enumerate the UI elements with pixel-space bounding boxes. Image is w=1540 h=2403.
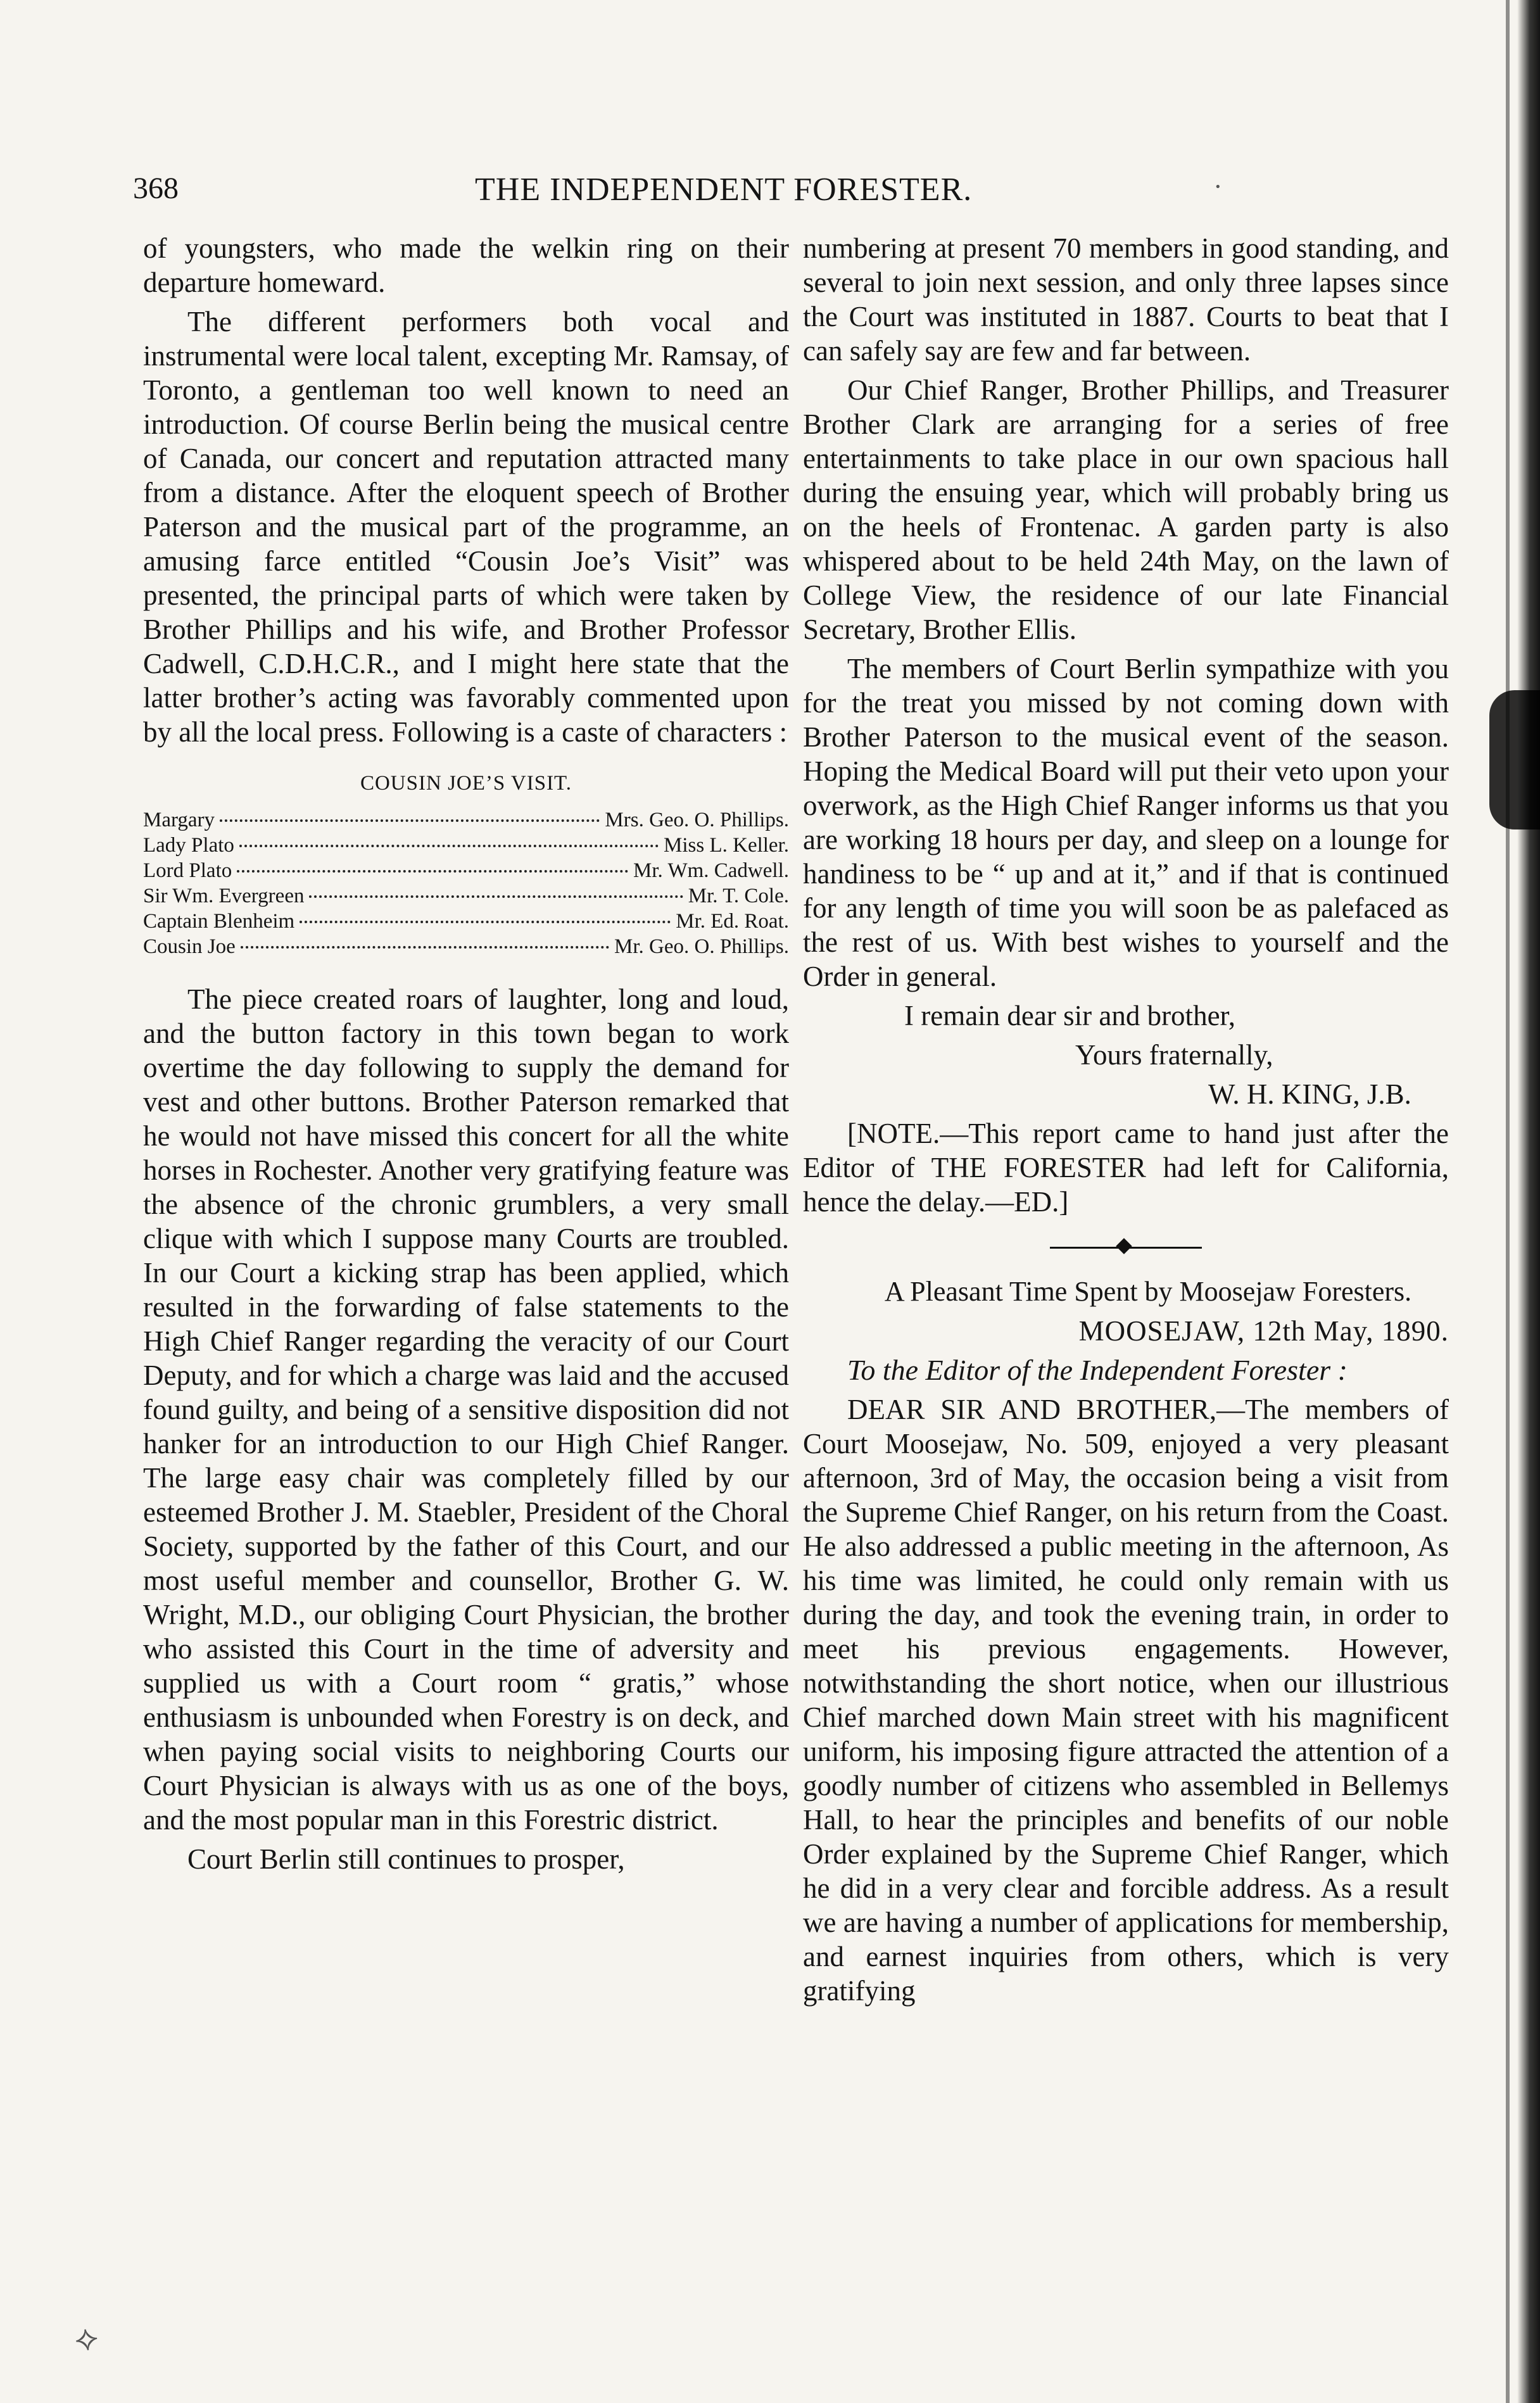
signature-line: W. H. KING, J.B. xyxy=(1208,1078,1411,1110)
salutation: To the Editor of the Independent Forester : xyxy=(847,1354,1348,1386)
cast-row xyxy=(143,833,789,858)
cast-role: Lady Plato xyxy=(143,834,234,857)
left-paragraph-4: Court Berlin still continues to prosper, xyxy=(187,1843,625,1875)
right-column xyxy=(803,231,1449,2013)
separator-diamond xyxy=(1116,1238,1132,1254)
dateline: MOOSEJAW, 12th May, 1890. xyxy=(1078,1315,1449,1347)
left-column xyxy=(143,231,789,1881)
cast-actor: Mr. Ed. Roat. xyxy=(676,910,789,933)
cast-role: Margary xyxy=(143,809,215,831)
closing-line: Yours fraternally, xyxy=(1075,1039,1273,1071)
cast-role: Captain Blenheim xyxy=(143,910,295,933)
section-separator xyxy=(1050,1238,1202,1257)
cast-actor: Mr. T. Cole. xyxy=(688,885,789,907)
cast-row xyxy=(143,883,789,909)
cast-list xyxy=(143,807,789,959)
cast-actor: Mrs. Geo. O. Phillips. xyxy=(605,809,789,831)
letter-paragraph: DEAR SIR AND BROTHER,—The members of Court Moosejaw, No. 509, enjoyed a very pleasant afternoon, 3rd of May, the occasion being a visit from the Supreme Chief Ranger, on his return from the Coast. He also addressed a public meeting in the afternoon, As his time was limited, he could only remain with us during the day, and took the evening train, in order to meet his previous engagements. However, notwithstanding the short notice, when our illustrious Chief marched down Main street with his magnificent uniform, his imposing figure attracted the attention of a goodly number of citizens who assembled in Bellemys Hall, to hear the principles and benefits of our noble Order explained by the Supreme Chief Ranger, which he did in a very clear and forcible address. As a result we are having a number of applications for membership, and earnest inquiries from others, which is very gratifying xyxy=(803,1394,1449,2007)
page-header xyxy=(133,171,1102,215)
cast-leader-dots xyxy=(241,946,609,949)
cast-leader-dots xyxy=(300,921,671,923)
right-paragraph-3: The members of Court Berlin sympathize with you for the treat you missed by not coming down with Brother Paterson to the musical event of the season. Hoping the Medical Board will put their veto upon your overwork, as the High Chief Ranger informs us that you are working 18 hours per day, and sleep on a lounge for handiness to be “ up and at it,” and if that is continued for any length of time you will soon be as palefaced as the rest of us. With best wishes to yourself and the Order in general. xyxy=(803,653,1449,992)
margin-mark: ⟡ xyxy=(72,2316,101,2361)
right-paragraph-2: Our Chief Ranger, Brother Phillips, and Treasurer Brother Clark are arranging for a series of free entertainments to take place in our own spacious hall during the ensuing year, which will probably bring us on the heels of Frontenac. A garden party is also whispered about to be held 24th May, on the lawn of College View, the residence of our late Financial Secretary, Brother Ellis. xyxy=(803,374,1449,645)
editor-note: [NOTE.—This report came to hand just after the Editor of THE FORESTER had left for California, hence the delay.—ED.] xyxy=(803,1118,1449,1218)
cast-leader-dots xyxy=(239,845,659,847)
margin-dot: • xyxy=(1215,180,1221,194)
running-title: THE INDEPENDENT FORESTER. xyxy=(475,172,973,208)
page-edge-line xyxy=(1506,0,1510,2403)
left-paragraph-2: The different performers both vocal and instrumental were local talent, excepting Mr. Ramsay, of Toronto, a gentleman too well known to need an introduction. Of course Berlin being the musical centre of Canada, our concert and reputation attracted many from a distance. After the eloquent speech of Brother Paterson and the musical part of the programme, an amusing farce entitled “Cousin Joe’s Visit” was presented, the principal parts of which were taken by Brother Phillips and his wife, and Brother Professor Cadwell, C.D.H.C.R., and I might here state that the latter brother’s acting was favorably commented upon by all the local press. Following is a caste of characters : xyxy=(143,306,789,748)
cast-role: Sir Wm. Evergreen xyxy=(143,885,305,907)
cast-row xyxy=(143,807,789,833)
cast-leader-dots xyxy=(220,819,600,822)
cast-role: Lord Plato xyxy=(143,859,232,882)
right-paragraph-1: numbering at present 70 members in good standing, and several to join next session, and only three lapses since the Court was instituted in 1887. Courts to beat that I can safely say are few and far between. xyxy=(803,232,1449,367)
cast-leader-dots xyxy=(309,895,683,898)
cast-leader-dots xyxy=(237,870,628,873)
cast-row xyxy=(143,858,789,883)
cast-actor: Mr. Wm. Cadwell. xyxy=(633,859,789,882)
cast-actor: Mr. Geo. O. Phillips. xyxy=(614,935,789,958)
section-title: A Pleasant Time Spent by Moosejaw Foresters. xyxy=(884,1276,1412,1307)
cast-actor: Miss L. Keller. xyxy=(664,834,789,857)
page-number: 368 xyxy=(133,172,179,205)
cast-row xyxy=(143,934,789,959)
page-edge-shadow xyxy=(1517,0,1540,2403)
page-edge-notch xyxy=(1489,690,1540,829)
left-paragraph-3: The piece created roars of laughter, long and loud, and the button factory in this town began to work overtime the day following to supply the demand for vest and other buttons. Brother Paterson remarked that he would not have missed this concert for all the white horses in Rochester. Another very gratifying feature was the absence of the chronic grumblers, a very small clique with which I suppose many Courts are troubled. In our Court a kicking strap has been applied, which resulted in the forwarding of false statements to the High Chief Ranger regarding the veracity of our Court Deputy, and for which a charge was laid and the accused found guilty, and being of a sensitive disposition did not hanker for an introduction to our High Chief Ranger. The large easy chair was completely filled by our esteemed Brother J. M. Staebler, President of the Choral Society, supported by the father of this Court, and our most useful member and counsellor, Brother G. W. Wright, M.D., our obliging Court Physician, the brother who assisted this Court in the time of adversity and supplied us with a Court room “ gratis,” whose enthusiasm is unbounded when Forestry is on deck, and when paying social visits to neighboring Courts our Court Physician is always with us as one of the boys, and the most popular man in this Forestric district. xyxy=(143,983,789,1836)
cast-heading: COUSIN JOE’S VISIT. xyxy=(360,772,572,795)
cast-row xyxy=(143,909,789,934)
closing-line: I remain dear sir and brother, xyxy=(904,1000,1235,1031)
left-paragraph-1: of youngsters, who made the welkin ring on their departure homeward. xyxy=(143,232,789,298)
cast-role: Cousin Joe xyxy=(143,935,236,958)
